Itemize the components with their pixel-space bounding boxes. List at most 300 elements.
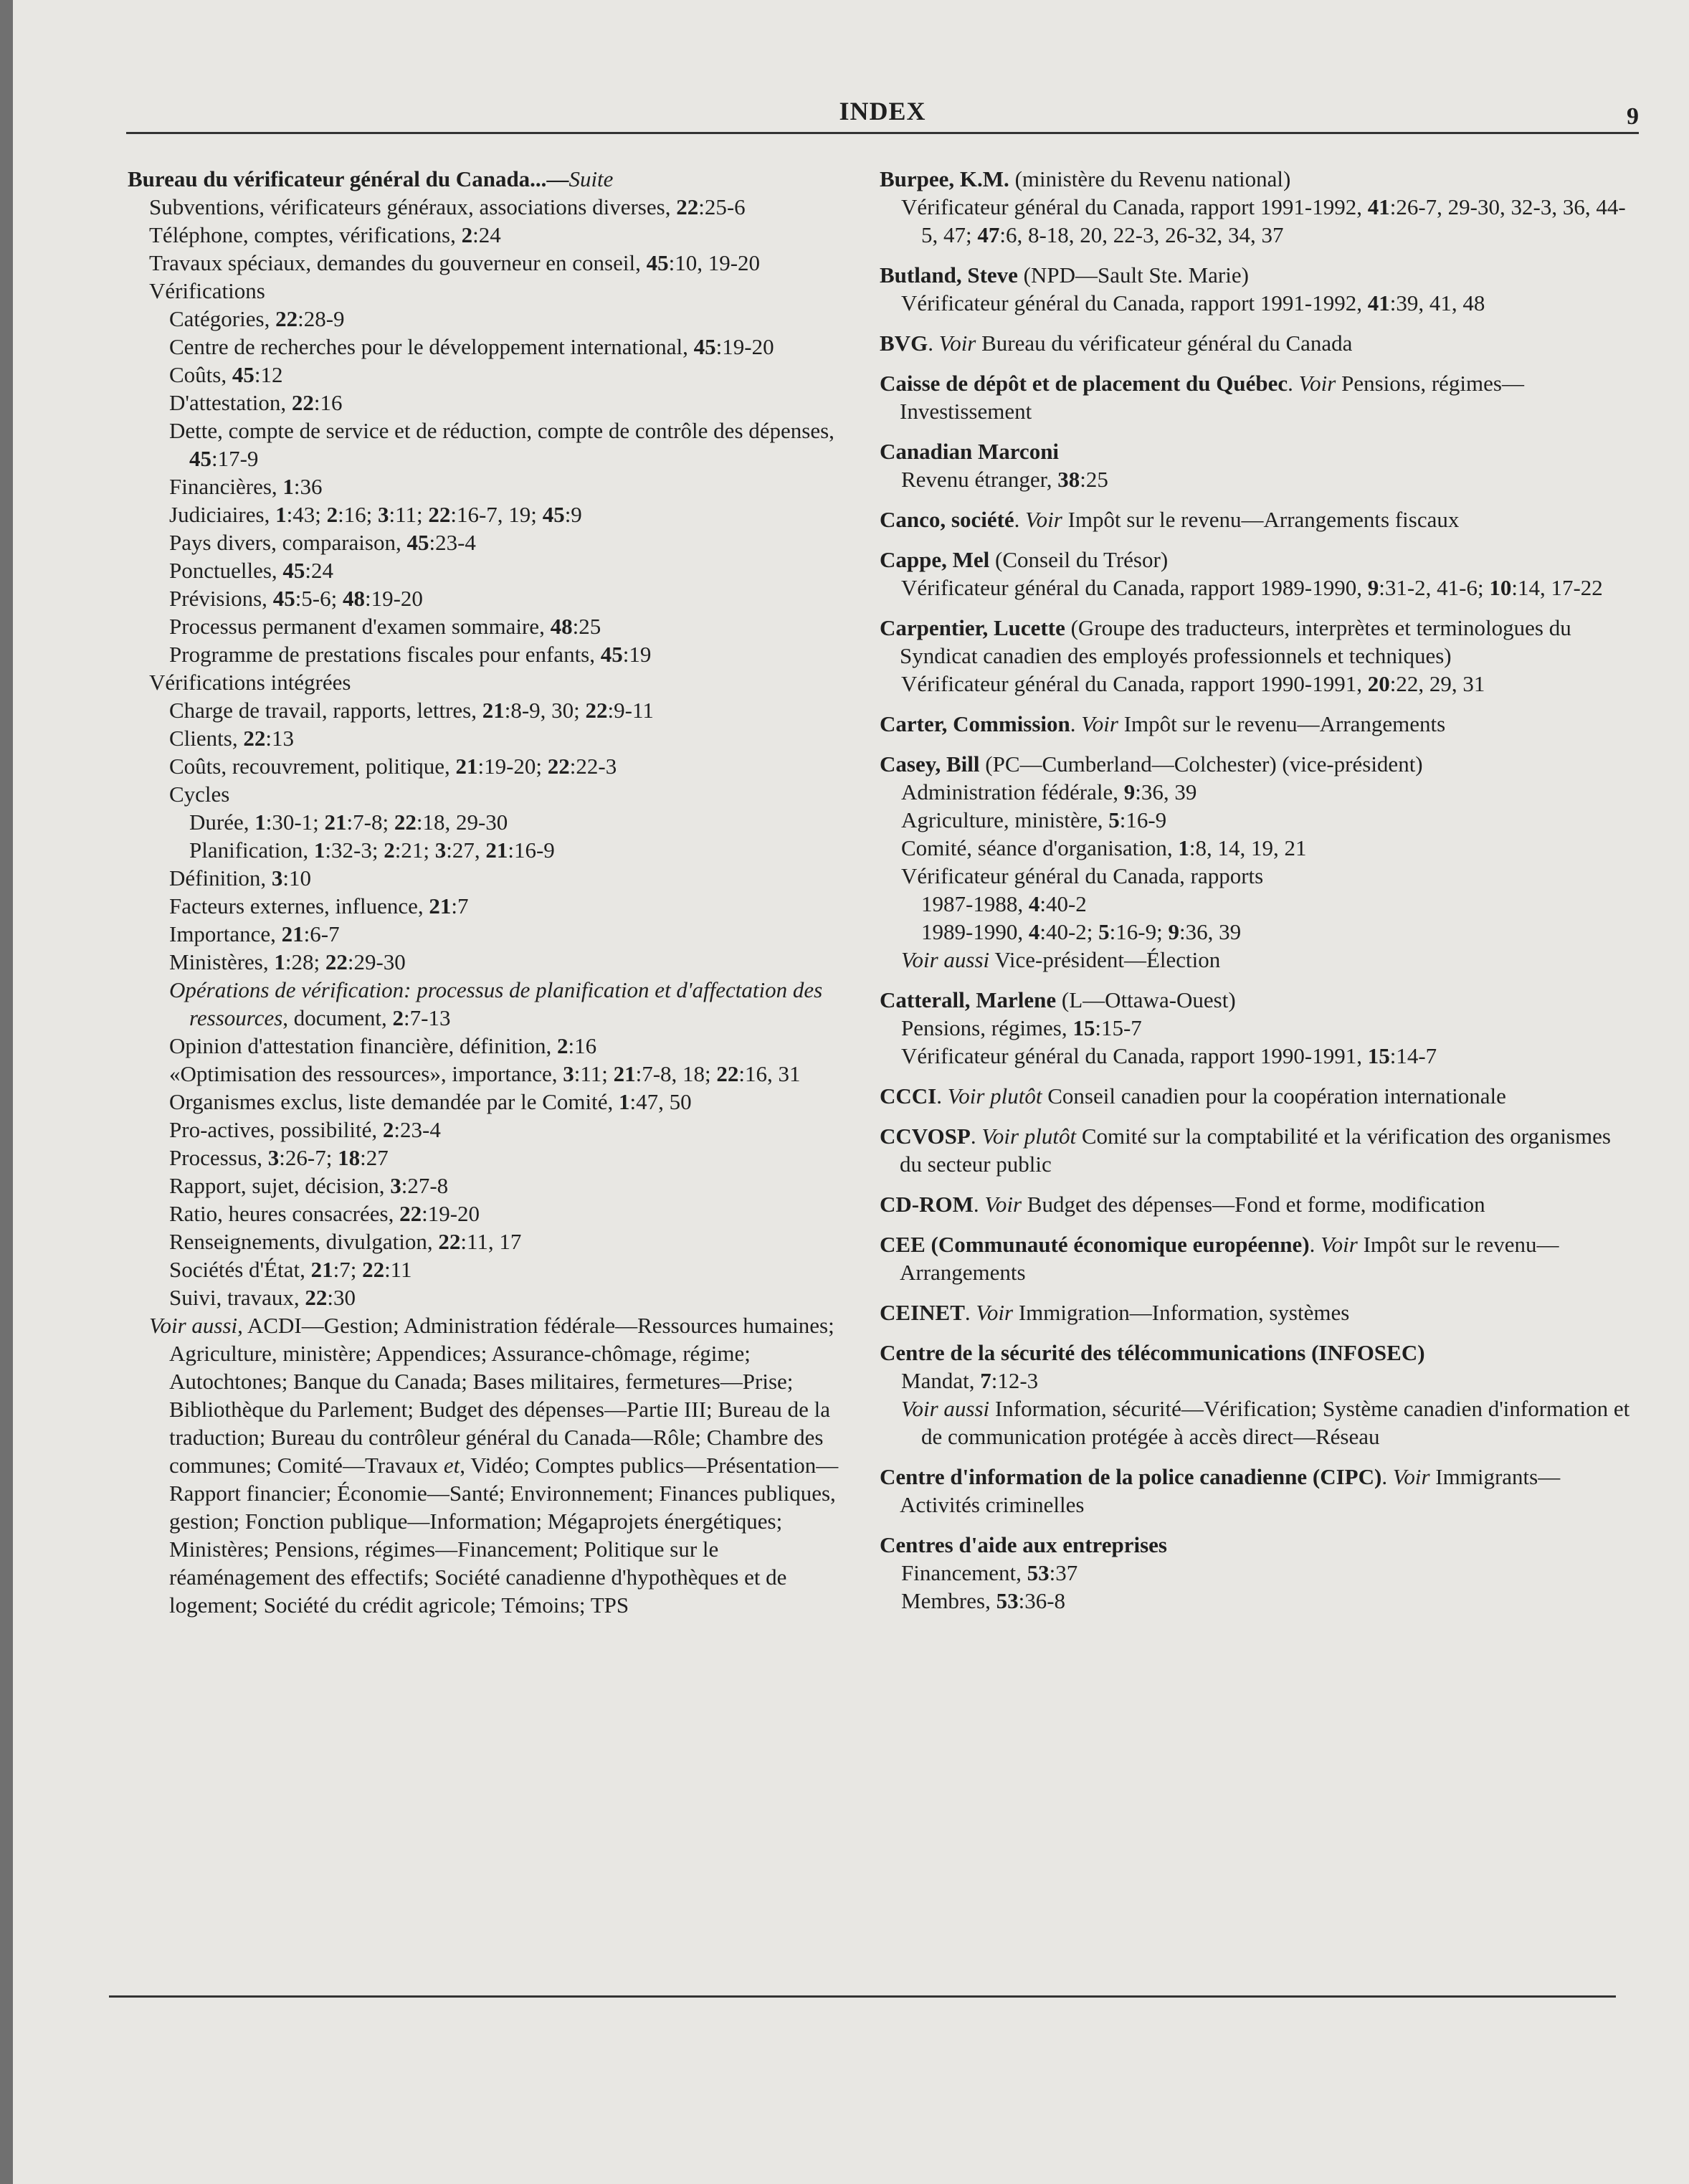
- text-run: Suivi, travaux,: [169, 1285, 305, 1310]
- text-run: :29-30: [347, 949, 406, 974]
- index-column-left: [128, 165, 844, 1619]
- text-run: :15-7: [1095, 1015, 1142, 1040]
- index-heading: [880, 1339, 1632, 1367]
- text-run: , ACDI—Gestion; Administration fédérale—Ressources humaines; Agriculture, ministère; Appendices; Assurance-chômage, régime; Autochtones; Banque du Canada; Bases militaires, fermetures—Prise; Bibliothèque du Parlement; Budget des dépenses—Partie III; Bureau de la traduction; Bureau du contrôleur général du Canada—Rôle; Chambre des communes; Comité—Travaux: [169, 1313, 834, 1478]
- bold-run: 5: [1098, 919, 1110, 944]
- bold-run: 53: [1027, 1560, 1050, 1585]
- index-heading: [880, 505, 1632, 533]
- index-subentry: [880, 1587, 1632, 1615]
- bold-run: 22: [305, 1285, 328, 1310]
- bold-run: 5: [1108, 807, 1120, 832]
- text-run: Renseignements, divulgation,: [169, 1229, 439, 1254]
- bold-run: CCVOSP: [880, 1124, 971, 1149]
- bold-run: 20: [1367, 671, 1390, 696]
- entry-spacer: [880, 1110, 1632, 1122]
- index-heading: [880, 1082, 1632, 1110]
- text-run: :11: [384, 1257, 412, 1282]
- text-run: :21;: [394, 837, 435, 863]
- text-run: :16;: [338, 502, 379, 527]
- bold-run: 4: [1028, 891, 1040, 916]
- entry-spacer: [880, 1286, 1632, 1298]
- entry-spacer: [880, 493, 1632, 505]
- text-run: :23-4: [429, 530, 476, 555]
- bold-run: Canadian Marconi: [880, 439, 1060, 464]
- text-run: :22-3: [569, 754, 617, 779]
- index-heading: [880, 437, 1632, 465]
- text-run: :16-7, 19;: [450, 502, 543, 527]
- bold-run: Bureau du vérificateur général du Canada...—: [128, 166, 569, 191]
- text-run: Vérifications intégrées: [149, 670, 351, 695]
- text-run: Centre de recherches pour le développement international,: [169, 334, 694, 359]
- italic-run: Voir: [1081, 711, 1118, 736]
- bold-run: 41: [1367, 194, 1390, 219]
- index-subentry: [128, 221, 844, 249]
- text-run: Vérificateur général du Canada, rapport 1991-1992,: [901, 290, 1368, 315]
- index-heading: [880, 1230, 1632, 1286]
- index-subentry: [880, 890, 1632, 918]
- entry-spacer: [880, 317, 1632, 329]
- text-run: Charge de travail, rapports, lettres,: [169, 698, 482, 723]
- index-subentry: [128, 473, 844, 500]
- entry-spacer: [880, 1218, 1632, 1230]
- index-subentry: [880, 574, 1632, 602]
- text-run: (Conseil du Trésor): [989, 547, 1169, 572]
- index-subentry: [128, 1032, 844, 1060]
- index-subentry: [128, 277, 844, 305]
- text-run: :9: [564, 502, 582, 527]
- text-run: Clients,: [169, 726, 244, 751]
- entry-spacer: [880, 357, 1632, 369]
- index-heading: [880, 986, 1632, 1014]
- index-subentry: [880, 778, 1632, 806]
- text-run: :39, 41, 48: [1389, 290, 1485, 315]
- bold-run: 22: [362, 1257, 385, 1282]
- index-subentry: [128, 836, 844, 864]
- text-run: Impôt sur le revenu—Arrangements fiscaux: [1062, 507, 1460, 532]
- bold-run: 21: [324, 809, 347, 835]
- bold-run: 2: [384, 837, 395, 863]
- index-subentry: [880, 946, 1632, 974]
- index-subentry: [128, 752, 844, 780]
- text-run: Vice-président—Élection: [989, 947, 1221, 972]
- entry-spacer: [880, 698, 1632, 710]
- text-run: .: [928, 331, 939, 356]
- bold-run: CEINET: [880, 1300, 965, 1325]
- index-subentry: [128, 668, 844, 696]
- bold-run: 22: [394, 809, 417, 835]
- italic-run: Voir: [1321, 1232, 1358, 1257]
- bold-run: 21: [429, 893, 452, 918]
- bold-run: 9: [1168, 919, 1179, 944]
- text-run: Coûts, recouvrement, politique,: [169, 754, 456, 779]
- entry-spacer: [880, 1070, 1632, 1082]
- text-run: Pensions, régimes,: [901, 1015, 1073, 1040]
- index-subentry: [128, 1172, 844, 1200]
- page-header: [126, 92, 1639, 135]
- entry-spacer: [880, 533, 1632, 546]
- bold-run: 45: [542, 502, 565, 527]
- text-run: Dette, compte de service et de réduction, compte de contrôle des dépenses,: [169, 418, 834, 443]
- text-run: Vérificateur général du Canada, rapport 1990-1991,: [901, 1043, 1368, 1068]
- bold-run: 21: [455, 754, 478, 779]
- index-subentry: [128, 1311, 844, 1619]
- index-subentry: [128, 864, 844, 892]
- bold-run: 22: [676, 194, 699, 219]
- text-run: Impôt sur le revenu—Arrangements: [1118, 711, 1446, 736]
- index-subentry: [128, 556, 844, 584]
- text-run: Information, sécurité—Vérification; Système canadien d'information et de communication protégée à accès direct—Réseau: [921, 1396, 1630, 1449]
- index-subentry: [880, 193, 1632, 249]
- text-run: Financières,: [169, 474, 283, 499]
- text-run: .: [1070, 711, 1082, 736]
- text-run: :25-6: [698, 194, 746, 219]
- index-subentry: [128, 1116, 844, 1144]
- text-run: :17-9: [211, 446, 259, 471]
- bold-run: 45: [232, 362, 254, 387]
- text-run: :32-3;: [325, 837, 384, 863]
- text-run: , document,: [282, 1005, 393, 1030]
- bold-run: Caisse de dépôt et de placement du Québec: [880, 371, 1288, 396]
- text-run: Vérificateur général du Canada, rapport 1989-1990,: [901, 575, 1368, 600]
- index-subentry: [880, 289, 1632, 317]
- footer-rule: [109, 1995, 1616, 1998]
- bold-run: 1: [254, 809, 266, 835]
- index-subentry: [128, 333, 844, 361]
- bold-run: 3: [267, 1145, 280, 1170]
- bold-run: 22: [438, 1229, 461, 1254]
- bold-run: 18: [338, 1145, 361, 1170]
- index-subentry: [128, 948, 844, 976]
- italic-run: Voir: [1392, 1464, 1430, 1489]
- index-subentry: [128, 528, 844, 556]
- text-run: :11;: [574, 1061, 614, 1086]
- text-run: Financement,: [901, 1560, 1027, 1585]
- index-column-right: [880, 165, 1632, 1615]
- index-subentry: [128, 249, 844, 277]
- index-heading: [880, 1463, 1632, 1519]
- text-run: :28-9: [298, 306, 345, 331]
- text-run: :19-20: [365, 586, 423, 611]
- index-subentry: [128, 584, 844, 612]
- index-subentry: [880, 862, 1632, 890]
- index-subentry: [880, 670, 1632, 698]
- text-run: :10, 19-20: [668, 250, 761, 275]
- text-run: :16: [313, 390, 343, 415]
- bold-run: 38: [1057, 467, 1080, 492]
- bold-run: Centre de la sécurité des télécommunications (INFOSEC): [880, 1340, 1425, 1365]
- text-run: Prévisions,: [169, 586, 273, 611]
- text-run: Planification,: [189, 837, 314, 863]
- text-run: :11, 17: [460, 1229, 522, 1254]
- index-heading: [880, 1190, 1632, 1218]
- text-run: Comité sur la comptabilité et la vérification des organismes du secteur public: [900, 1124, 1611, 1177]
- text-run: :26-7;: [279, 1145, 338, 1170]
- italic-run: Voir: [938, 331, 976, 356]
- index-subentry: [128, 1088, 844, 1116]
- index-heading: [880, 614, 1632, 670]
- bold-run: 15: [1367, 1043, 1390, 1068]
- bold-run: 22: [243, 726, 266, 751]
- text-run: Agriculture, ministère,: [901, 807, 1109, 832]
- text-run: :7-8;: [346, 809, 394, 835]
- text-run: Définition,: [169, 865, 272, 891]
- text-run: Processus permanent d'examen sommaire,: [169, 614, 551, 639]
- bold-run: 2: [326, 502, 338, 527]
- bold-run: 3: [378, 502, 389, 527]
- text-run: Programme de prestations fiscales pour enfants,: [169, 642, 601, 667]
- text-run: :13: [265, 726, 294, 751]
- text-run: :7-8, 18;: [635, 1061, 717, 1086]
- index-subentry: [880, 918, 1632, 946]
- bold-run: 22: [716, 1061, 739, 1086]
- text-run: Mandat,: [901, 1368, 981, 1393]
- text-run: Organismes exclus, liste demandée par le Comité,: [169, 1089, 619, 1114]
- text-run: :47, 50: [629, 1089, 692, 1114]
- index-subentry: [880, 1559, 1632, 1587]
- bold-run: 15: [1072, 1015, 1095, 1040]
- bold-run: 45: [600, 642, 623, 667]
- bold-run: Centres d'aide aux entreprises: [880, 1532, 1167, 1557]
- bold-run: 1: [313, 837, 325, 863]
- text-run: Opinion d'attestation financière, définition,: [169, 1033, 558, 1058]
- index-heading: [128, 165, 844, 193]
- text-run: :6, 8-18, 20, 22-3, 26-32, 34, 37: [999, 222, 1284, 247]
- bold-run: 10: [1489, 575, 1512, 600]
- text-run: :16: [568, 1033, 597, 1058]
- text-run: .: [1014, 507, 1026, 532]
- bold-run: 45: [189, 446, 211, 471]
- bold-run: 2: [461, 222, 473, 247]
- bold-run: 53: [996, 1588, 1019, 1613]
- index-subentry: [128, 500, 844, 528]
- bold-run: 41: [1367, 290, 1390, 315]
- bold-run: 7: [980, 1368, 991, 1393]
- bold-run: 3: [563, 1061, 574, 1086]
- bold-run: 47: [977, 222, 1000, 247]
- italic-run: Voir aussi: [149, 1313, 238, 1338]
- text-run: :16-9: [1119, 807, 1167, 832]
- page-number: 9: [1627, 103, 1639, 130]
- text-run: :40-2: [1039, 891, 1087, 916]
- index-subentry: [128, 305, 844, 333]
- index-heading: [880, 546, 1632, 574]
- text-run: .: [970, 1124, 982, 1149]
- text-run: Pensions, régimes—Investissement: [900, 371, 1524, 424]
- index-heading: [880, 261, 1632, 289]
- index-heading: [880, 750, 1632, 778]
- bold-run: 22: [547, 754, 570, 779]
- entry-spacer: [880, 1326, 1632, 1339]
- text-run: :43;: [286, 502, 327, 527]
- text-run: Cycles: [169, 782, 230, 807]
- index-heading: [880, 165, 1632, 193]
- italic-run: Voir: [976, 1300, 1014, 1325]
- text-run: Comité, séance d'organisation,: [901, 835, 1179, 860]
- text-run: Pro-actives, possibilité,: [169, 1117, 383, 1142]
- text-run: Vérifications: [149, 278, 265, 303]
- bold-run: CCCI: [880, 1083, 937, 1108]
- index-heading: [880, 1298, 1632, 1326]
- bold-run: 45: [282, 558, 305, 583]
- text-run: Revenu étranger,: [901, 467, 1058, 492]
- text-run: :28;: [285, 949, 325, 974]
- text-run: :25: [572, 614, 601, 639]
- entry-spacer: [880, 738, 1632, 750]
- text-run: :19-20: [422, 1201, 480, 1226]
- bold-run: 22: [585, 698, 608, 723]
- bold-run: 21: [485, 837, 508, 863]
- bold-run: 3: [271, 865, 283, 891]
- bold-run: Carpentier, Lucette: [880, 615, 1065, 640]
- bold-run: Catterall, Marlene: [880, 987, 1057, 1012]
- italic-run: Voir: [1298, 371, 1336, 396]
- index-subentry: [128, 724, 844, 752]
- entry-spacer: [880, 1178, 1632, 1190]
- bold-run: 2: [557, 1033, 568, 1058]
- bold-run: 21: [310, 1257, 333, 1282]
- index-subentry: [128, 640, 844, 668]
- italic-run: Voir plutôt: [981, 1124, 1077, 1149]
- italic-run: Suite: [568, 166, 614, 191]
- index-subentry: [128, 920, 844, 948]
- text-run: Sociétés d'État,: [169, 1257, 311, 1282]
- bold-run: 2: [392, 1005, 404, 1030]
- text-run: D'attestation,: [169, 390, 292, 415]
- text-run: Judiciaires,: [169, 502, 276, 527]
- index-heading: [880, 329, 1632, 357]
- text-run: Immigrants—Activités criminelles: [900, 1464, 1561, 1517]
- text-run: Membres,: [901, 1588, 996, 1613]
- text-run: .: [936, 1083, 948, 1108]
- page-title: INDEX: [839, 97, 926, 125]
- text-run: (Groupe des traducteurs, interprètes et terminologues du Syndicat canadien des employés professionnels et techniques): [900, 615, 1571, 668]
- text-run: :24: [305, 558, 334, 583]
- index-heading: [880, 1122, 1632, 1178]
- bold-run: 22: [325, 949, 348, 974]
- text-run: .: [964, 1300, 976, 1325]
- entry-spacer: [880, 1519, 1632, 1531]
- bold-run: 22: [275, 306, 298, 331]
- text-run: Conseil canadien pour la coopération internationale: [1042, 1083, 1506, 1108]
- header-rule: [126, 132, 1639, 134]
- text-run: Administration fédérale,: [901, 779, 1124, 804]
- text-run: Impôt sur le revenu—Arrangements: [900, 1232, 1559, 1285]
- text-run: :40-2;: [1039, 919, 1099, 944]
- bold-run: Carter, Commission: [880, 711, 1070, 736]
- text-run: Ministères,: [169, 949, 275, 974]
- index-subentry: [880, 465, 1632, 493]
- text-run: :16, 31: [738, 1061, 801, 1086]
- entry-spacer: [880, 974, 1632, 986]
- bold-run: 48: [343, 586, 365, 611]
- index-subentry: [128, 892, 844, 920]
- bold-run: 45: [406, 530, 429, 555]
- bold-run: BVG: [880, 331, 928, 356]
- entry-spacer: [880, 1451, 1632, 1463]
- bold-run: CEE (Communauté économique européenne): [880, 1232, 1310, 1257]
- bold-run: 2: [382, 1117, 394, 1142]
- text-run: Importance,: [169, 921, 282, 946]
- italic-run: Voir aussi: [901, 1396, 990, 1421]
- text-run: :25: [1080, 467, 1108, 492]
- bold-run: 22: [399, 1201, 422, 1226]
- text-run: :8, 14, 19, 21: [1189, 835, 1307, 860]
- text-run: :30-1;: [265, 809, 325, 835]
- text-run: Immigration—Information, systèmes: [1013, 1300, 1350, 1325]
- text-run: :36, 39: [1179, 919, 1242, 944]
- bold-run: 22: [428, 502, 451, 527]
- index-subentry: [128, 389, 844, 417]
- bold-run: 4: [1028, 919, 1040, 944]
- entry-spacer: [880, 602, 1632, 614]
- italic-run: Voir: [984, 1192, 1022, 1217]
- bold-run: 1: [274, 949, 285, 974]
- text-run: Rapport, sujet, décision,: [169, 1173, 391, 1198]
- text-run: :27: [360, 1145, 389, 1170]
- text-run: :16-9;: [1109, 919, 1169, 944]
- text-run: Processus,: [169, 1145, 268, 1170]
- bold-run: 21: [613, 1061, 636, 1086]
- index-subentry: [128, 1228, 844, 1255]
- text-run: :12: [254, 362, 283, 387]
- entry-spacer: [880, 425, 1632, 437]
- italic-run: Voir: [1025, 507, 1062, 532]
- text-run: :37: [1049, 1560, 1078, 1585]
- bold-run: 1: [1178, 835, 1189, 860]
- text-run: Ratio, heures consacrées,: [169, 1201, 400, 1226]
- text-run: :19-20: [715, 334, 774, 359]
- text-run: .: [1309, 1232, 1321, 1257]
- text-run: 1987-1988,: [921, 891, 1029, 916]
- index-subentry: [128, 361, 844, 389]
- text-run: :12-3: [991, 1368, 1039, 1393]
- text-run: (L—Ottawa-Ouest): [1056, 987, 1236, 1012]
- text-run: :11;: [389, 502, 429, 527]
- text-run: Subventions, vérificateurs généraux, associations diverses,: [149, 194, 677, 219]
- text-run: , Vidéo; Comptes publics—Présentation—Rapport financier; Économie—Santé; Environnement; Finances publiques, gestion; Fonction publique—Information; Mégaprojets énergétiques; Ministères; Pensions, régimes—Financement; Politique sur le réaménagement des effectifs; Société canadienne d'hypothèques et de logement; Société du crédit agricole; Témoins; TPS: [169, 1453, 839, 1618]
- bold-run: 1: [619, 1089, 630, 1114]
- bold-run: 1: [282, 474, 294, 499]
- text-run: Facteurs externes, influence,: [169, 893, 429, 918]
- bold-run: 21: [482, 698, 505, 723]
- bold-run: 9: [1123, 779, 1136, 804]
- bold-run: Centre d'information de la police canadienne (CIPC): [880, 1464, 1382, 1489]
- index-subentry: [880, 806, 1632, 834]
- index-subentry: [128, 1060, 844, 1088]
- bold-run: 21: [281, 921, 304, 946]
- text-run: :22, 29, 31: [1389, 671, 1485, 696]
- bold-run: Burpee, K.M.: [880, 166, 1009, 191]
- text-run: Vérificateur général du Canada, rapport 1991-1992,: [901, 194, 1368, 219]
- italic-run: Voir plutôt: [947, 1083, 1042, 1108]
- text-run: Téléphone, comptes, vérifications,: [149, 222, 462, 247]
- text-run: .: [1288, 371, 1299, 396]
- text-run: :19-20;: [477, 754, 548, 779]
- text-run: :5-6;: [295, 586, 343, 611]
- text-run: Vérificateur général du Canada, rapports: [901, 863, 1264, 888]
- text-run: :27,: [446, 837, 486, 863]
- book-spine-shadow: [0, 0, 13, 2184]
- bold-run: 1: [275, 502, 287, 527]
- bold-run: Cappe, Mel: [880, 547, 990, 572]
- index-subentry: [128, 808, 844, 836]
- index-subentry: [880, 834, 1632, 862]
- text-run: Ponctuelles,: [169, 558, 283, 583]
- text-run: Pays divers, comparaison,: [169, 530, 407, 555]
- text-run: :18, 29-30: [416, 809, 508, 835]
- index-subentry: [128, 976, 844, 1032]
- text-run: :6-7: [303, 921, 340, 946]
